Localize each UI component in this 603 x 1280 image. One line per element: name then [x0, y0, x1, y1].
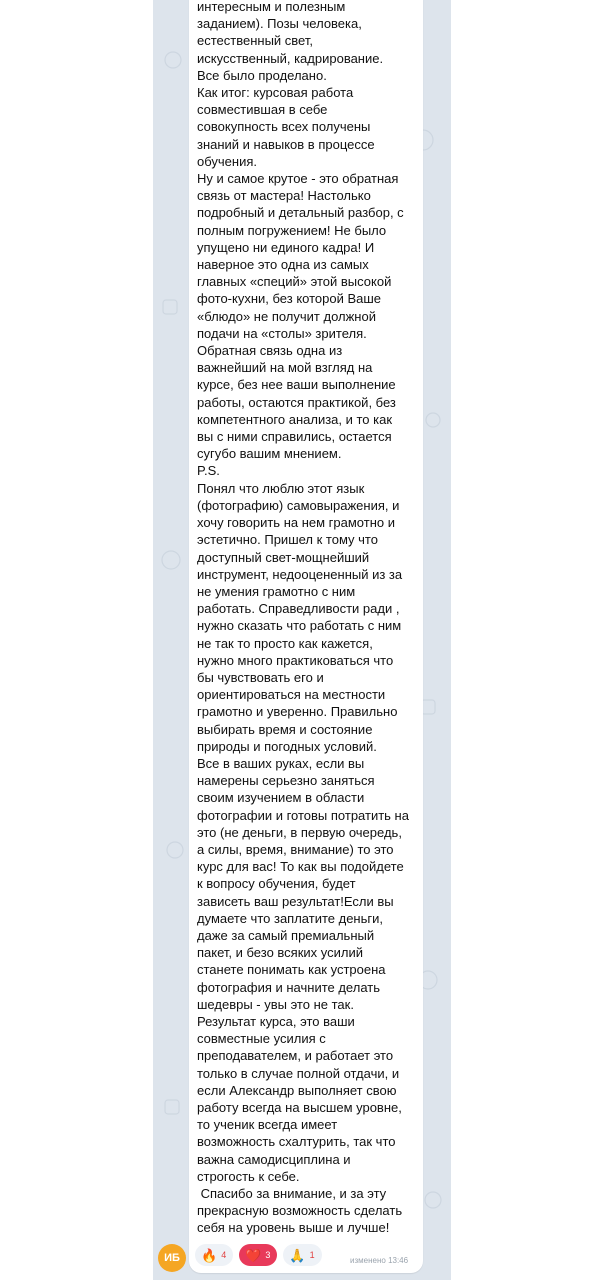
reactions — [195, 1244, 322, 1268]
reaction-fire[interactable] — [195, 1244, 233, 1266]
reaction-count: 3 — [265, 1250, 271, 1260]
fire-icon: 🔥 — [201, 1247, 218, 1263]
message-meta — [350, 1256, 408, 1265]
avatar-initials: ИБ — [164, 1252, 180, 1264]
message-time: 13:46 — [388, 1256, 409, 1265]
pray-icon: 🙏 — [289, 1247, 306, 1263]
avatar[interactable] — [158, 1244, 186, 1272]
edited-label: изменено — [350, 1256, 386, 1265]
reaction-count: 4 — [221, 1250, 227, 1260]
message-text: интересным и полезным заданием). Позы человека, естественный свет, искусственный, кадрирование. Все было проделано. Как итог: курсовая работа совместившая в себе совокупность всех получены знаний и навыков в процессе обучения. Ну и самое крутое - это обратная связь от мастера! Настолько подробный и детальный разбор, с полным погружением! Не было упущено ни единого кадра! И наверное это одна из самых главных «специй» этой высокой фото-кухни, без которой Ваше «блюдо» не получит должной подачи на «столы» зрителя. Обратная связь одна из важнейший на мой взгляд на курсе, без нее ваши выполнение работы, остаются практикой, без компетентного анализа, и то как вы с ними справились, остается сугубо вашим мнением. P.S. Понял что люблю этот язык (фотографию) самовыражения, и хочу говорить на нем грамотно и эстетично. Пришел к тому что доступный свет-мощнейший инструмент, недооцененный из за не умения грамотно с ним работать. Справедливости ради , нужно сказать что работать с ним не так то просто как кажется, нужно много практиковаться что бы чувствовать его и ориентироваться на местности грамотно и уверенно. Правильно выбирать время и состояние природы и погодных условий. Все в ваших руках, если вы намерены серьезно заняться своим изучением в области фотографии и готовы потратить на это (не деньги, в первую очередь, а силы, время, внимание) то это курс для вас! То как вы подойдете к вопросу обучения, будет зависеть ваш результат!Если вы думаете что заплатите деньги, даже за самый премиальный пакет, и безо всяких усилий станете понимать как устроена фотография и начните делать шедевры - увы это не так. Результат курса, это ваши совместные усилия с преподавателем, и работает это только в случае полной отдачи, и если Александр выполняет свою работу всегда на высшем уровне, то ученик всегда имеет возможность схалтурить, так что важна самодисциплина и строгость к себе. Спасибо за внимание, и за эту прекрасную возможность сделать себя на уровень выше и лучше! — [197, 0, 409, 1236]
heart-icon: ❤️ — [245, 1247, 262, 1263]
reaction-heart[interactable] — [239, 1244, 277, 1266]
reaction-count: 1 — [309, 1250, 315, 1260]
reaction-pray[interactable] — [283, 1244, 321, 1266]
